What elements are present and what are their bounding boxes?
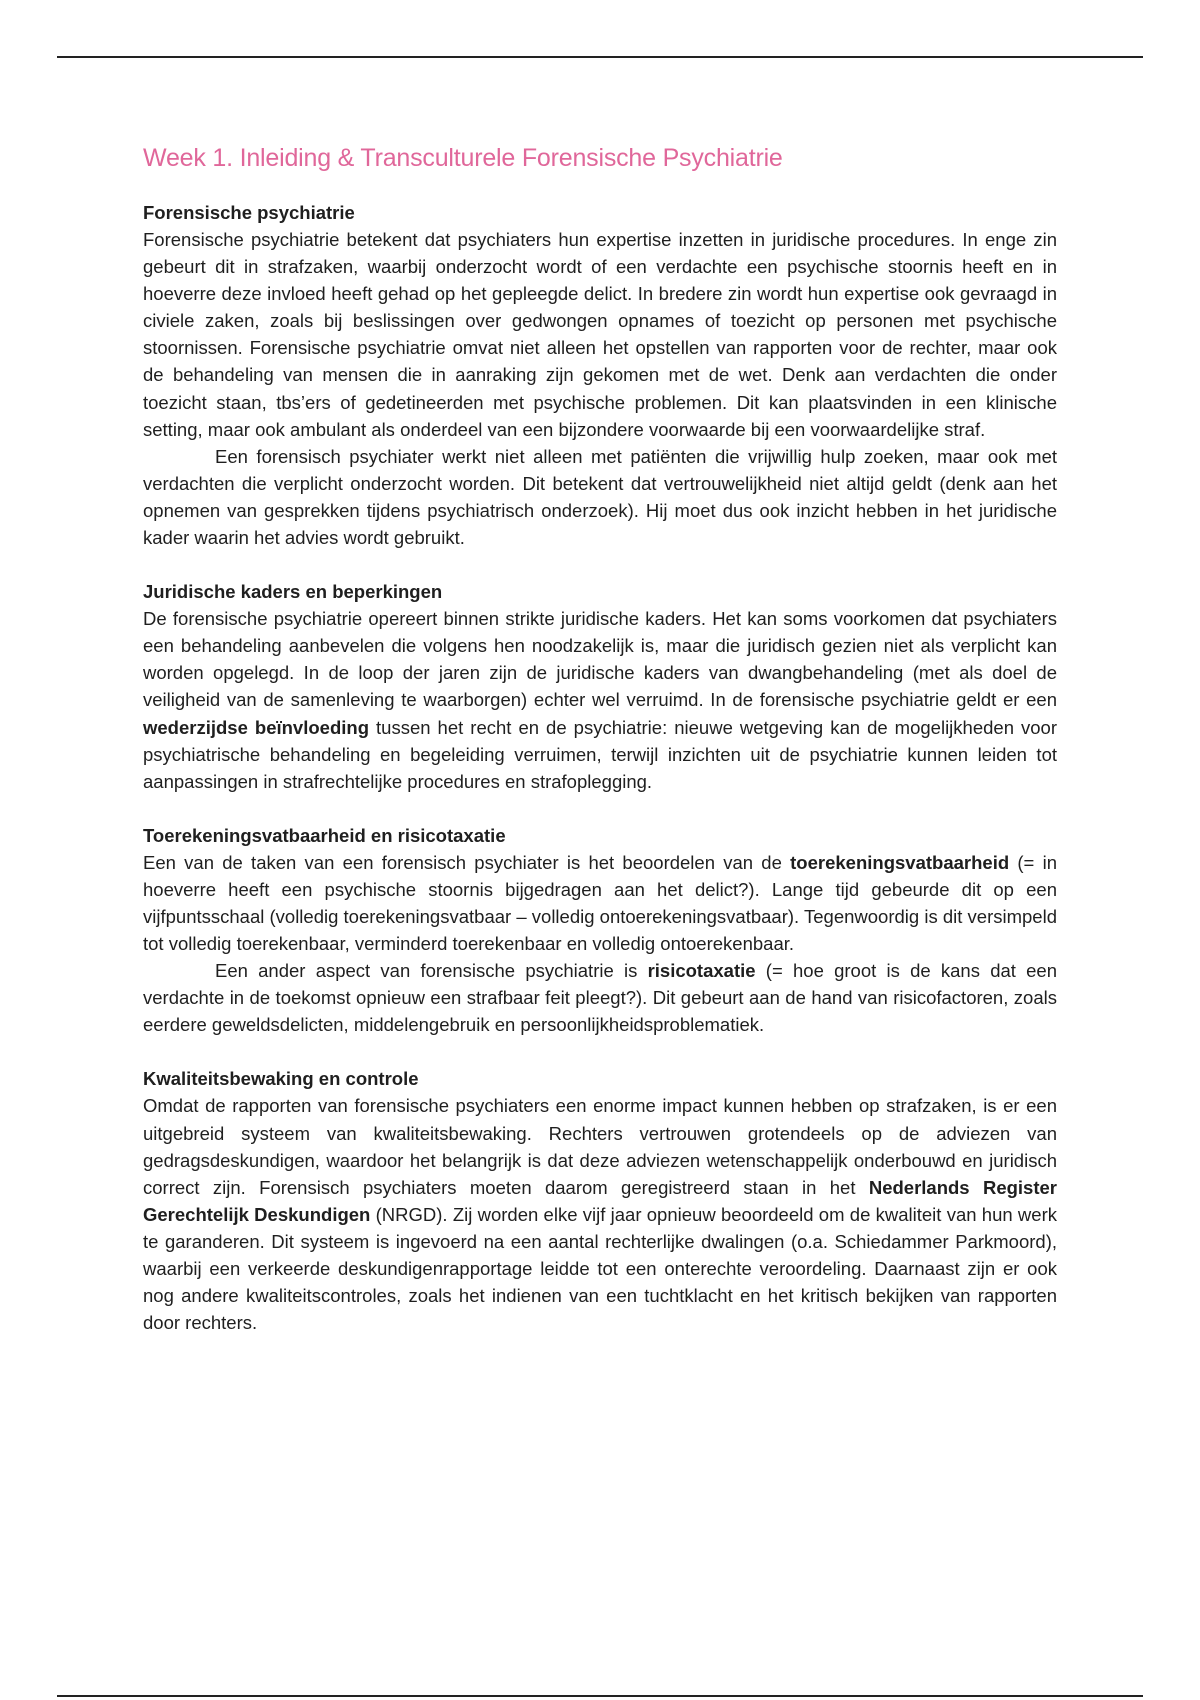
document-body — [143, 199, 1057, 1336]
paragraph — [143, 605, 1057, 795]
text-run: (NRGD). Zij worden elke vijf jaar opnieuw beoordeeld om de kwaliteit van hun werk te garanderen. Dit systeem is ingevoerd na een aantal rechterlijke dwalingen (o.a. Schiedammer Parkmoord), waarbij een verkeerde deskundigenrapportage leidde tot een onterechte veroordeling. Daarnaast zijn er ook nog andere kwaliteitscontroles, zoals het indienen van een tuchtklacht en het kritisch bekijken van rapporten door rechters. — [143, 1203, 1057, 1334]
section-heading: Toerekeningsvatbaarheid en risicotaxatie — [143, 824, 506, 846]
footer-rule — [57, 1695, 1143, 1697]
text-run: Een van de taken van een forensisch psychiater is het beoordelen van de — [143, 851, 791, 873]
text-run: tussen het recht en de psychiatrie: nieuwe wetgeving kan de mogelijkheden voor psychiatrische behandeling en begeleiding verruimen, terwijl inzichten uit de psychiatrie kunnen leiden tot aanpassingen in strafrechtelijke procedures en strafoplegging. — [143, 716, 1057, 792]
paragraph — [143, 957, 1057, 1038]
paragraph — [143, 443, 1057, 551]
paragraph — [143, 1092, 1057, 1336]
section-heading: Juridische kaders en beperkingen — [143, 581, 443, 603]
paragraph — [143, 226, 1057, 443]
header-rule — [57, 56, 1143, 58]
bold-term: risicotaxatie — [647, 960, 756, 982]
page-title: Week 1. Inleiding & Transculturele Forensische Psychiatrie — [143, 144, 783, 172]
paragraph — [143, 849, 1057, 957]
section — [143, 578, 1057, 795]
section-heading: Kwaliteitsbewaking en controle — [143, 1068, 419, 1090]
section-heading: Forensische psychiatrie — [143, 202, 355, 223]
text-run: Een forensisch psychiater werkt niet alleen met patiënten die vrijwillig hulp zoeken, maar ook met verdachten die verplicht onderzocht worden. Dit betekent dat vertrouwelijkheid niet altijd geldt (denk aan het opnemen van gesprekken tijdens psychiatrisch onderzoek). Hij moet dus ook inzicht hebben in het juridische kader waarin het advies wordt gebruikt. — [143, 445, 1057, 549]
section — [143, 1065, 1057, 1336]
text-run: (= in hoeverre heeft een psychische stoornis bijgedragen aan het delict?). Lange tijd gebeurde dit op een vijfpuntsschaal (volledig toerekeningsvatbaar – volledig ontoerekeningsvatbaar). Tegenwoordig is dit versimpeld tot volledig toerekenbaar, verminderd toerekenbaar en volledig ontoerekenbaar. — [143, 851, 1057, 955]
section — [143, 822, 1057, 1039]
text-run: De forensische psychiatrie opereert binnen strikte juridische kaders. Het kan soms voorkomen dat psychiaters een behandeling aanbevelen die volgens hen noodzakelijk is, maar die juridisch gezien niet als verplicht kan worden opgelegd. In de loop der jaren zijn de juridische kaders van dwangbehandeling (met als doel de veiligheid van de samenleving te waarborgen) echter wel verruimd. In de forensische psychiatrie geldt er een — [143, 608, 1057, 711]
document-page — [143, 140, 1057, 1363]
section — [143, 199, 1057, 551]
bold-term: Nederlands Register Gerechtelijk Deskundigen — [143, 1176, 1057, 1225]
bold-term: wederzijdse beïnvloeding — [143, 716, 369, 738]
text-run: Forensische psychiatrie betekent dat psychiaters hun expertise inzetten in juridische procedures. In enge zin gebeurt dit in strafzaken, waarbij onderzocht wordt of een verdachte een psychische stoornis heeft en in hoeverre deze invloed heeft gehad op het gepleegde delict. In bredere zin wordt hun expertise ook gevraagd in civiele zaken, zoals bij beslissingen over gedwongen opnames of toezicht op personen met psychische stoornissen. Forensische psychiatrie omvat niet alleen het opstellen van rapporten voor de rechter, maar ook de behandeling van mensen die in aanraking zijn gekomen met de wet. Denk aan verdachten die onder toezicht staan, tbs’ers of gedetineerden met psychische problemen. Dit kan plaatsvinden in een klinische setting, maar ook ambulant als onderdeel van een bijzondere voorwaarde bij een voorwaardelijke straf. — [143, 229, 1057, 440]
text-run: (= hoe groot is de kans dat een verdachte in de toekomst opnieuw een strafbaar feit pleegt?). Dit gebeurt aan de hand van risicofactoren, zoals eerdere geweldsdelicten, middelengebruik en persoonlijkheidsproblematiek. — [143, 960, 1058, 1036]
text-run: Omdat de rapporten van forensische psychiaters een enorme impact kunnen hebben op strafzaken, is er een uitgebreid systeem van kwaliteitsbewaking. Rechters vertrouwen grotendeels op de adviezen van gedragsdeskundigen, waardoor het belangrijk is dat deze adviezen wetenschappelijk onderbouwd en juridisch correct zijn. Forensisch psychiaters moeten daarom geregistreerd staan in het — [143, 1095, 1057, 1198]
text-run: Een ander aspect van forensische psychiatrie is — [215, 960, 648, 982]
bold-term: toerekeningsvatbaarheid — [790, 851, 1010, 873]
